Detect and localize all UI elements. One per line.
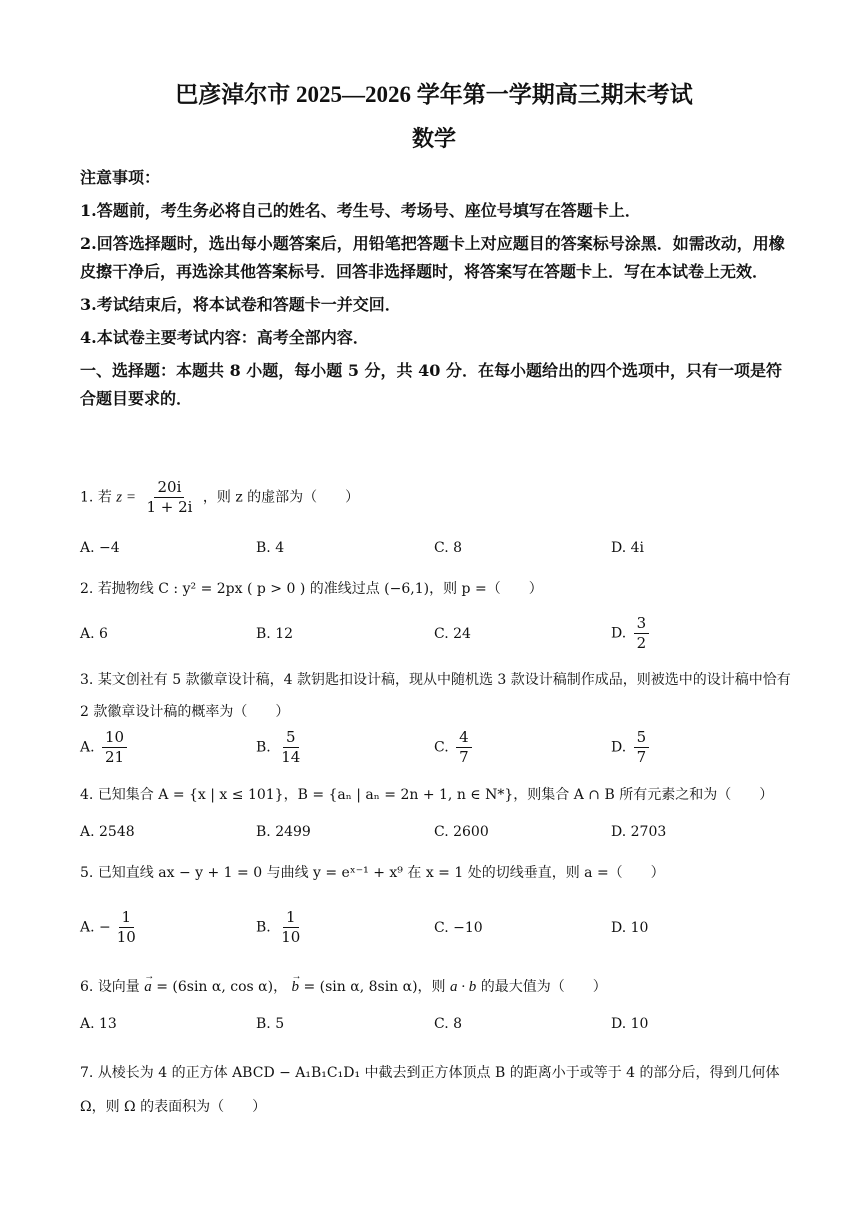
option-c[interactable]: C. 2600 [434,824,489,840]
option-label: D. [611,739,627,756]
option-b[interactable]: B. 12 [256,626,294,642]
instructions [80,164,792,418]
fraction-numerator: 1 [283,908,299,928]
question-2-options [80,614,792,658]
question-text: 若 [97,489,112,506]
option-d[interactable]: D. 10 [611,920,649,936]
option-c[interactable]: C. −10 [434,920,483,936]
question-5-options [80,908,792,952]
question-text: 的最大值为（ ） [476,979,607,995]
instruction-item: 1.答题前，考生务必将自己的姓名、考生号、考场号、座位号填写在答题卡上． [80,201,641,220]
question-number: 4. [80,787,94,803]
fraction [143,478,195,517]
exam-subject: 数学 [411,126,456,151]
fraction-denominator: 2 [636,634,647,652]
option-label: C. [434,739,449,756]
option-a[interactable] [80,728,130,767]
fraction [114,908,139,947]
question-3 [80,664,792,728]
fraction [102,728,127,767]
question-number: 6. [80,979,94,995]
fraction-denominator: 10 [116,928,136,946]
question-text: = (sin α, 8sin α)，则 [299,979,451,995]
option-d[interactable]: D. 4i [611,540,645,556]
fraction-numerator: 10 [102,728,127,748]
option-c[interactable]: C. 8 [434,540,463,556]
fraction [634,614,650,653]
instructions-heading: 注意事项： [80,168,161,187]
option-label: D. [611,625,627,642]
instruction-item: 3.考试结束后，将本试卷和答题卡一并交回． [80,295,401,314]
question-text: = (6sin α, cos α)， [151,979,288,995]
question-number: 5. [80,865,94,881]
question-6 [80,976,792,998]
question-4-options [80,824,792,848]
question-text: 设向量 [97,979,140,995]
option-b[interactable]: B. 5 [256,1016,285,1032]
section-heading: 一、选择题：本题共 8 小题，每小题 5 分，共 40 分．在每小题给出的四个选项中，只有一项是符合题目要求的． [80,361,782,408]
dot-product: a · b [450,979,477,995]
option-c[interactable]: C. 24 [434,626,471,642]
question-4 [80,784,792,806]
question-2 [80,578,792,600]
fraction-numerator: 5 [283,728,299,748]
question-text: 已知直线 ax − y + 1 = 0 与曲线 y = eˣ⁻¹ + x⁹ 在 x = 1 处的切线垂直，则 a =（ ） [97,865,665,881]
question-3-options [80,728,792,772]
question-1 [80,478,792,517]
fraction-denominator: 10 [281,928,301,946]
fraction-denominator: 1 + 2i [146,498,193,516]
question-text: 若抛物线 C : y² = 2px ( p > 0 ) 的准线过点 (−6,1)，则 p =（ ） [97,581,543,597]
question-number: 1. [80,489,94,506]
option-label: A. [80,919,95,936]
question-text: 从棱长为 4 的正方体 ABCD − A₁B₁C₁D₁ 中截去到正方体顶点 B 的距离小于或等于 4 的部分后，得到几何体 Ω，则 Ω 的表面积为（ ） [80,1065,780,1115]
question-text: ，则 z 的虚部为（ ） [202,489,360,506]
option-d[interactable]: D. 10 [611,1016,649,1032]
question-1-options [80,540,792,564]
option-a[interactable]: A. 13 [80,1016,117,1032]
option-label: B. [256,739,271,756]
exam-title: 巴彦淖尔市 2025—2026 学年第一学期高三期末考试 [175,82,693,107]
option-a[interactable]: A. −4 [80,540,120,556]
fraction-denominator: 7 [636,748,647,766]
option-a[interactable]: A. 2548 [80,824,135,840]
question-6-options [80,1016,792,1040]
question-number: 7. [80,1065,94,1081]
fraction-numerator: 4 [456,728,472,748]
fraction-numerator: 1 [119,908,135,928]
option-b[interactable]: B. 4 [256,540,285,556]
question-text: 某文创社有 5 款徽章设计稿，4 款钥匙扣设计稿，现从中随机选 3 款设计稿制作成品，则被选中的设计稿中恰有 2 款徽章设计稿的概率为（ ） [80,672,791,720]
fraction [278,908,303,947]
option-a[interactable]: A. 6 [80,626,108,642]
fraction [456,728,472,767]
option-label: A. [80,739,95,756]
question-7 [80,1056,792,1124]
option-b[interactable] [256,908,306,947]
option-label: B. [256,919,271,936]
fraction [634,728,650,767]
option-d[interactable]: D. 2703 [611,824,667,840]
question-text: 已知集合 A = {x | x ≤ 101}，B = {aₙ | aₙ = 2n + 1, n ∈ N*}，则集合 A ∩ B 所有元素之和为（ ） [97,787,774,803]
fraction-numerator: 20i [154,478,184,498]
question-5 [80,862,792,884]
fraction-numerator: 5 [634,728,650,748]
question-number: 3. [80,672,94,688]
option-c[interactable] [434,728,475,767]
option-d[interactable] [611,728,652,767]
option-d[interactable] [611,614,652,653]
question-number: 2. [80,581,94,597]
option-a[interactable] [80,908,142,947]
vector-a: → a [144,976,152,998]
option-b[interactable]: B. 2499 [256,824,311,840]
instruction-item: 2.回答选择题时，选出每小题答案后，用铅笔把答题卡上对应题目的答案标号涂黑．如需改动，用橡皮擦干净后，再选涂其他答案标号．回答非选择题时，将答案写在答题卡上．写在本试卷上无效． [80,234,785,281]
fraction-denominator: 7 [459,748,469,766]
equation-lhs: z = [116,489,136,506]
fraction-denominator: 21 [105,748,125,766]
fraction [278,728,303,767]
fraction-numerator: 3 [634,614,650,634]
option-b[interactable] [256,728,306,767]
option-c[interactable]: C. 8 [434,1016,463,1032]
fraction-denominator: 14 [281,748,301,766]
instruction-item: 4.本试卷主要考试内容：高考全部内容． [80,328,369,347]
vector-b: → b [292,976,300,998]
option-sign: − [99,919,111,936]
